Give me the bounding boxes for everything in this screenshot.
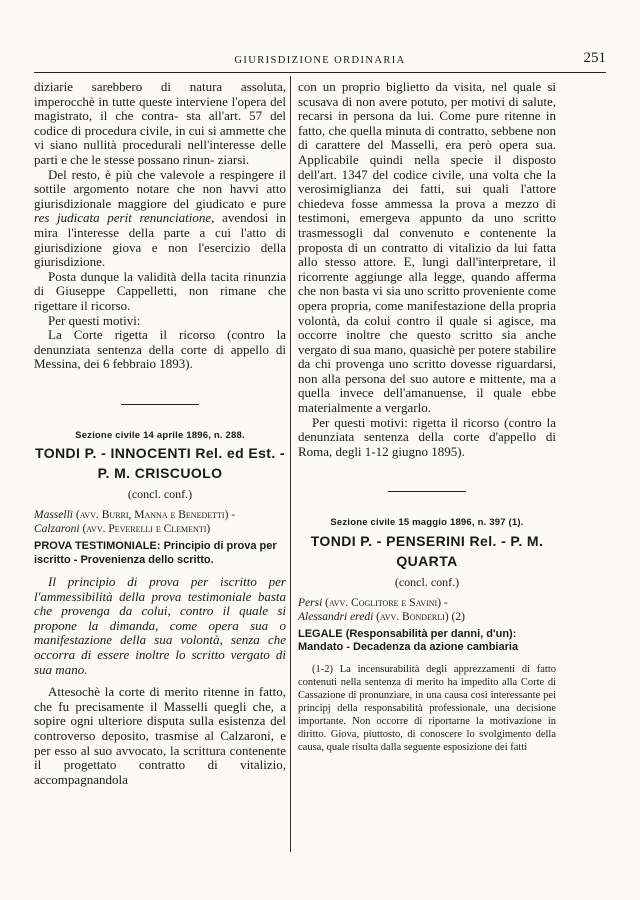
- conclusion-note: (concl. conf.): [127, 487, 193, 502]
- paragraph: [34, 168, 286, 270]
- paragraph: Attesochè la corte di merito ritenne in fatto, che fu precisamente il Masselli quegli che, a sopire ogni ulteriore disputa sulla esistenza del controverso deposito, trasmise al Calzaroni, e per esso al suo avvocato, la scrittura contenente il progettato contratto di vitalizio, accompagnandola: [34, 684, 286, 787]
- running-head: GIURISDIZIONE ORDINARIA: [234, 55, 406, 66]
- parties: [298, 596, 556, 624]
- intro-line: sta all'art. 57 del codice di procedura: [34, 108, 287, 138]
- paragraph: Posta dunque la validità della tacita rinunzia di Giuseppe Cappelletti, non rimane che rigettare il ricorso.: [34, 268, 286, 313]
- party-name: Calzaroni: [34, 523, 80, 536]
- case-heading: [34, 429, 286, 484]
- intro-line: nullità procedurali nell'interesse delle: [83, 137, 286, 153]
- keywords: [34, 540, 286, 567]
- paragraph: con un proprio biglietto da visita, nel quale si scusava di non avere potuto, per motivi di salute, recarsi in persona da lui. Come pure ritenne in fatto, che quella minuta di contratto, sebbene non di carattere del Masselli, era però opera sua. Applicabile quindi nella specie il disposto dell'art. 1347 del codice civile, una volta che la verosimiglianza dei fatti, sui quali l'attore chiedeva fosse ammessa la prova a mezzo di testimoni, emergeva appunto da uno scritto trasmessogli dal convenuto e contenente la proposta di un contratto di vitalizio da lui fatta allo stesso attore. E, lungi dall'interpretare, il ricorrente aggiunge alla legge, quando afferma che non basta vi sia uno scritto proveniente come opera propria, come manifestazione della propria volontà, da colui contro il quale si agisce, ma occorre inoltre che questo scritto sia anche vergato di sua mano, quasichè per potere stabilire da chi provenga uno scritto dovesse riguardarsi, non alla persona del suo autore e mittente, ma a quella invece dell'amanuense, il quale ebbe materialmente a vergarlo.: [298, 79, 556, 416]
- intro-line: l'opera del magistrato, il che contra-: [34, 93, 286, 124]
- intro-line: civile, in cui si ammette che vi siano: [34, 122, 287, 153]
- party-counsel: (avv. Bonderli) (2): [376, 610, 465, 623]
- paragraph-text: Del resto, è più che valevole a respingere il sottile argomento notare che non havvi atto giurisdizionale maggiore del giudicato e pure: [34, 166, 286, 211]
- legal-maxim: Il principio di prova per iscritto per l'ammessibilità della prova testimoniale basta che provenga da colui, contro il quale si propone la dimanda, come opera sua o manifestazione della sua volontà, senza che occorra di essere inoltre lo scritto vergato di sua mano.: [34, 574, 286, 677]
- party-name: Masselli: [34, 509, 73, 522]
- case-judges: TONDI P. - PENSERINI Rel. - P. M. QUARTA: [310, 533, 544, 570]
- intro-line: parti e che le stesse possano rinun-: [34, 151, 215, 167]
- keywords: [298, 628, 556, 655]
- ruling: Per questi motivi: rigetta il ricorso (contro la denunziata sentenza della corte d'appello di Roma, degli 1-12 giugno 1895).: [298, 414, 556, 459]
- footnote: (1-2) La incensurabilità degli apprezzamenti di fatto contenuti nella sentenza di merito ha impedito alla Corte di Cassazione di pronunziare, in una causa così interessante pei principj della responsabilità professionale, una decisione importante. Non occorre di riportarne la motivazione in diritto. Giova, piuttosto, di conoscere lo svolgimento della causa, quale risulta dalla seguente esposizione dei fatti: [298, 663, 556, 753]
- header-rule: [34, 72, 606, 73]
- intro-line: imperocchè in tutte queste interviene: [34, 93, 228, 109]
- party-counsel: (avv. Peverelli e Clementi): [82, 523, 211, 536]
- keyword-detail: Principio di prova per iscritto - Provenienza dello scritto.: [34, 540, 277, 566]
- keyword-detail: (Responsabilità per danni, d'un): Mandato - Decadenza da azione cambiaria: [298, 627, 519, 654]
- keyword-main: PROVA TESTIMONIALE:: [34, 540, 161, 553]
- left-column: [34, 80, 286, 787]
- intro-line: ziarsi.: [217, 151, 250, 167]
- page-header: [34, 50, 606, 70]
- case-date: Sezione civile 15 maggio 1896, n. 397 (1).: [330, 517, 524, 529]
- page-number: 251: [583, 50, 606, 66]
- column-divider: [290, 76, 291, 852]
- intro-line: diziarie sarebbero di natura assoluta,: [34, 79, 286, 94]
- party-counsel: (avv. Burri, Manna e Benedetti) -: [75, 509, 236, 522]
- case-pm: P. M. CRISCUOLO: [97, 465, 223, 482]
- section-separator: [121, 404, 199, 405]
- party-counsel: (avv. Coglitore e Savini) -: [325, 596, 448, 609]
- intro-paragraph: [34, 80, 286, 168]
- ruling: La Corte rigetta il ricorso (contro la denunziata sentenza della corte di appello di Messina, dei 6 febbraio 1893).: [34, 327, 286, 372]
- parties: [34, 508, 286, 536]
- latin-phrase: res judicata perit renunciatione,: [34, 210, 215, 226]
- case-heading: [298, 516, 556, 571]
- case-date: Sezione civile 14 aprile 1896, n. 288.: [75, 429, 245, 441]
- party-name: Persi: [298, 596, 323, 609]
- paragraph: Per questi motivi:: [48, 312, 141, 328]
- conclusion-note: (concl. conf.): [394, 575, 460, 590]
- keyword-main: LEGALE: [298, 627, 343, 640]
- party-name: Alessandri eredi: [298, 610, 374, 623]
- right-column: [298, 80, 556, 754]
- section-separator: [388, 491, 466, 492]
- case-judges: TONDI P. - INNOCENTI Rel. ed Est. -: [35, 445, 285, 462]
- paragraph-text: avendosi in mira l'interesse della parte a cui l'atto di giurisdizione giova e non l'esercizio della giurisdizione.: [34, 210, 286, 270]
